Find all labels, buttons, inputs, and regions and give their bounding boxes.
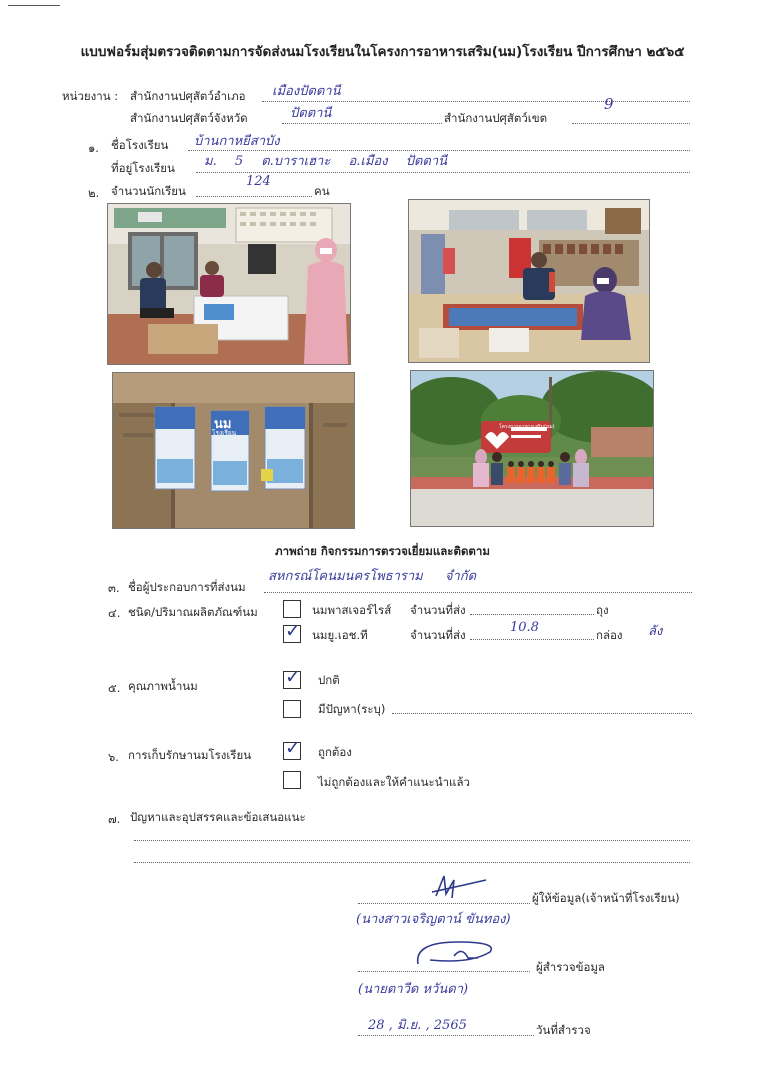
informant-label: ผู้ให้ข้อมูล(เจ้าหน้าที่โรงเรียน) bbox=[532, 891, 680, 905]
outdoor-sign-text: โครงการอาหารเสริม(นม) bbox=[499, 424, 555, 430]
storage-label: การเก็บรักษานมโรงเรียน bbox=[128, 748, 252, 762]
students-label: จำนวนนักเรียน bbox=[111, 184, 186, 198]
date-line bbox=[358, 1035, 534, 1036]
photo-library-visit bbox=[408, 199, 650, 363]
province-office-label: สำนักงานปศุสัตว์จังหวัด bbox=[130, 111, 248, 125]
school-address-value: ม. 5 ต.บาราเฮาะ อ.เมือง ปัตตานี bbox=[204, 154, 448, 169]
operator-line bbox=[264, 592, 692, 593]
school-address-line bbox=[196, 172, 690, 173]
product-label: ชนิด/ปริมาณผลิตภัณฑ์นม bbox=[128, 605, 258, 619]
students-unit: คน bbox=[314, 184, 330, 198]
date-value: 28 , มิ.ย. , 2565 bbox=[368, 1018, 467, 1033]
region-office-value: 9 bbox=[604, 95, 614, 113]
photo-group-outdoor bbox=[410, 370, 654, 527]
pasteurized-unit: ถุง bbox=[596, 603, 609, 617]
pasteurized-qty-label: จำนวนที่ส่ง bbox=[410, 603, 466, 617]
pasteurized-qty-line bbox=[470, 614, 594, 615]
photo-caption: ภาพถ่าย กิจกรรมการตรวจเยี่ยมและติดตาม bbox=[275, 544, 490, 558]
header-rule bbox=[8, 5, 60, 6]
quality-normal-checkmark: ✓ bbox=[285, 666, 301, 688]
photo-library-visit-image bbox=[409, 200, 649, 362]
surveyor-label: ผู้สำรวจข้อมูล bbox=[536, 960, 605, 974]
school-name-value: บ้านกาหยีสาบัง bbox=[194, 134, 280, 149]
quality-normal-checkbox[interactable] bbox=[283, 666, 301, 689]
uht-checkmark: ✓ bbox=[285, 620, 301, 642]
region-office-label: สำนักงานปศุสัตว์เขต bbox=[444, 111, 548, 125]
photo-office-visit bbox=[107, 203, 351, 365]
item3-number: ๓. bbox=[108, 581, 120, 595]
milk-carton-label: นม bbox=[214, 417, 232, 432]
uht-qty-label: จำนวนที่ส่ง bbox=[410, 628, 466, 642]
pasteurized-label: นมพาสเจอร์ไรส์ bbox=[312, 603, 392, 617]
surveyor-name: (นายตาวีด หวันดา) bbox=[358, 982, 469, 997]
district-office-label: สำนักงานปศุสัตว์อำเภอ bbox=[130, 89, 246, 103]
school-address-label: ที่อยู่โรงเรียน bbox=[111, 161, 175, 175]
region-office-line bbox=[572, 123, 690, 124]
informant-signature bbox=[420, 872, 500, 904]
form-title: แบบฟอร์มสุ่มตรวจติดตามการจัดส่งนมโรงเรียนในโครงการอาหารเสริม(นม)โรงเรียน ปีการศึกษา ๒๕๖๕ bbox=[80, 44, 685, 60]
school-name-label: ชื่อโรงเรียน bbox=[111, 138, 169, 152]
storage-correct-checkmark: ✓ bbox=[285, 737, 301, 759]
uht-qty-value: 10.8 bbox=[510, 620, 539, 635]
uht-label: นมยู.เอช.ที bbox=[312, 628, 368, 642]
item7-number: ๗. bbox=[108, 812, 121, 826]
milk-carton-sublabel: โรงเรียน bbox=[212, 429, 237, 437]
students-value: 124 bbox=[246, 174, 271, 189]
unit-label: หน่วยงาน : bbox=[62, 89, 119, 103]
pasteurized-checkbox[interactable] bbox=[283, 600, 301, 618]
uht-unit: กล่อง bbox=[596, 628, 623, 642]
item5-number: ๕. bbox=[108, 681, 121, 695]
item6-number: ๖. bbox=[108, 750, 119, 764]
storage-incorrect-checkbox[interactable] bbox=[283, 771, 301, 789]
informant-name: (นางสาวเจริญตาน์ ขันทอง) bbox=[356, 912, 511, 927]
item4-number: ๔. bbox=[108, 606, 121, 620]
date-label: วันที่สำรวจ bbox=[536, 1023, 591, 1037]
item1-number: ๑. bbox=[88, 141, 99, 155]
operator-value: สหกรณ์โคนมนครโพธาราม จำกัด bbox=[268, 569, 477, 584]
problems-line-2 bbox=[134, 862, 690, 863]
photo-milk-cartons bbox=[112, 372, 355, 529]
quality-normal-label: ปกติ bbox=[318, 673, 340, 687]
photo-office-visit-image bbox=[108, 204, 350, 364]
province-office-line bbox=[282, 123, 442, 124]
district-office-value: เมืองปัตตานี bbox=[272, 84, 341, 99]
uht-checkbox[interactable] bbox=[283, 620, 301, 643]
item2-number: ๒. bbox=[88, 186, 100, 200]
problems-label: ปัญหาและอุปสรรคและข้อเสนอแนะ bbox=[130, 810, 306, 824]
photo-milk-cartons-image bbox=[113, 373, 354, 528]
quality-problem-line bbox=[392, 713, 692, 714]
storage-correct-label: ถูกต้อง bbox=[318, 745, 352, 759]
quality-label: คุณภาพน้ำนม bbox=[128, 679, 198, 693]
quality-problem-label: มีปัญหา(ระบุ) bbox=[318, 702, 386, 716]
informant-signature-line bbox=[358, 903, 530, 904]
uht-unit-handwritten: ลัง bbox=[648, 624, 663, 639]
storage-incorrect-label: ไม่ถูกต้องและให้คำแนะนำแล้ว bbox=[318, 775, 470, 789]
storage-correct-checkbox[interactable] bbox=[283, 737, 301, 760]
uht-qty-line bbox=[470, 639, 594, 640]
operator-label: ชื่อผู้ประกอบการที่ส่งนม bbox=[128, 580, 246, 594]
quality-problem-checkbox[interactable] bbox=[283, 700, 301, 718]
students-line bbox=[196, 196, 312, 197]
province-office-value: ปัตตานี bbox=[290, 106, 332, 121]
surveyor-signature-line bbox=[358, 971, 530, 972]
surveyor-signature bbox=[410, 936, 510, 972]
problems-line-1 bbox=[134, 840, 690, 841]
photo-group-outdoor-image bbox=[411, 371, 653, 526]
